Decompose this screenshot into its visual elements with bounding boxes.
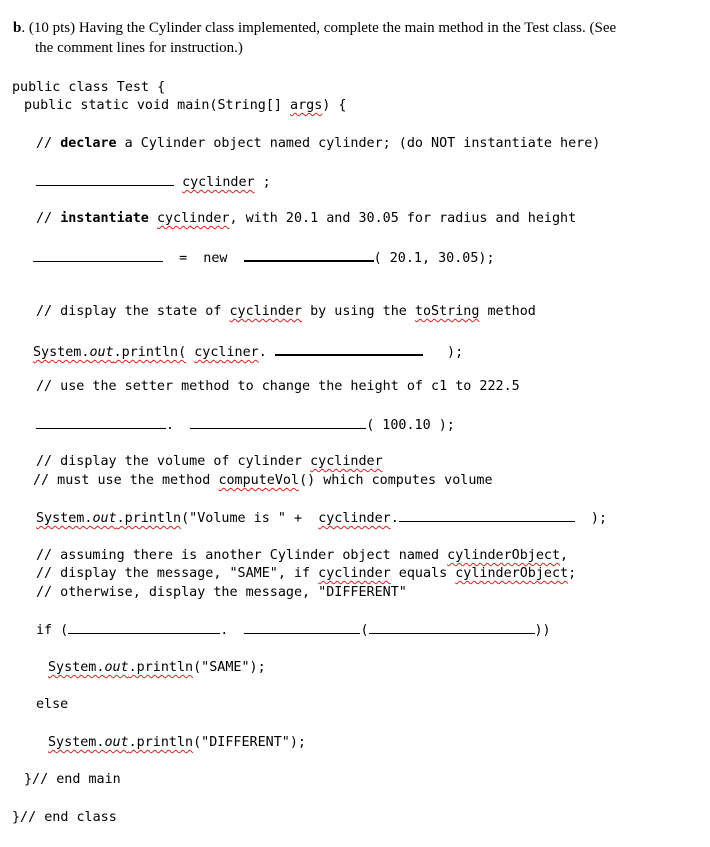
comment-volume: // display the volume of cylinder cyclinder: [36, 454, 383, 469]
blank-if-object[interactable]: [68, 621, 220, 634]
var-cyclinder: cyclinder: [182, 175, 255, 190]
if-line: if ( . ( )): [36, 623, 551, 638]
comment-equals: // display the message, "SAME", if cyclinder equals cylinderObject;: [36, 566, 577, 581]
blank-constructor[interactable]: [244, 248, 374, 262]
else-line: else: [36, 697, 69, 712]
declaration-line: cyclinder ;: [36, 173, 271, 192]
main-declaration: public static void main(String[] args) {: [24, 98, 347, 113]
args-token: args: [290, 98, 323, 113]
comment-declare: // declare a Cylinder object named cylinder; (do NOT instantiate here): [36, 136, 601, 151]
print-state-line: System.out.println( cycliner. );: [33, 342, 463, 362]
blank-computevol[interactable]: [399, 509, 575, 522]
question-text: [13, 18, 693, 58]
print-volume-line: System.out.println("Volume is " + cyclinder. );: [36, 511, 608, 526]
comment-otherwise: // otherwise, display the message, "DIFFERENT": [36, 585, 407, 600]
blank-object[interactable]: [36, 416, 166, 429]
question-line2: the comment lines for instruction.): [35, 40, 243, 56]
print-different-line: System.out.println("DIFFERENT");: [48, 735, 306, 750]
comment-instantiate: // instantiate cyclinder, with 20.1 and 30.05 for radius and height: [36, 211, 577, 226]
comment-another-object: // assuming there is another Cylinder object named cylinderObject,: [36, 548, 569, 563]
blank-var[interactable]: [33, 249, 163, 262]
comment-display-state: // display the state of cyclinder by using the toString method: [36, 304, 536, 319]
end-main: }// end main: [24, 772, 121, 787]
print-same-line: System.out.println("SAME");: [48, 660, 266, 675]
instantiation-line: = new ( 20.1, 30.05);: [33, 248, 495, 268]
setter-line: . ( 100.10 );: [36, 416, 455, 435]
end-class: }// end class: [12, 810, 117, 825]
blank-tostring[interactable]: [275, 342, 423, 356]
blank-setter[interactable]: [190, 416, 366, 429]
comment-computevol: // must use the method computeVol() which computes volume: [33, 473, 493, 488]
question-line1: . (10 pts) Having the Cylinder class implemented, complete the main method in the Test class. (See: [21, 20, 617, 36]
blank-type[interactable]: [36, 173, 174, 186]
comment-setter: // use the setter method to change the height of c1 to 222.5: [36, 379, 520, 394]
blank-if-arg[interactable]: [369, 621, 535, 634]
question-label: b: [13, 20, 22, 36]
blank-if-method[interactable]: [244, 621, 360, 634]
class-declaration: public class Test {: [12, 80, 166, 95]
